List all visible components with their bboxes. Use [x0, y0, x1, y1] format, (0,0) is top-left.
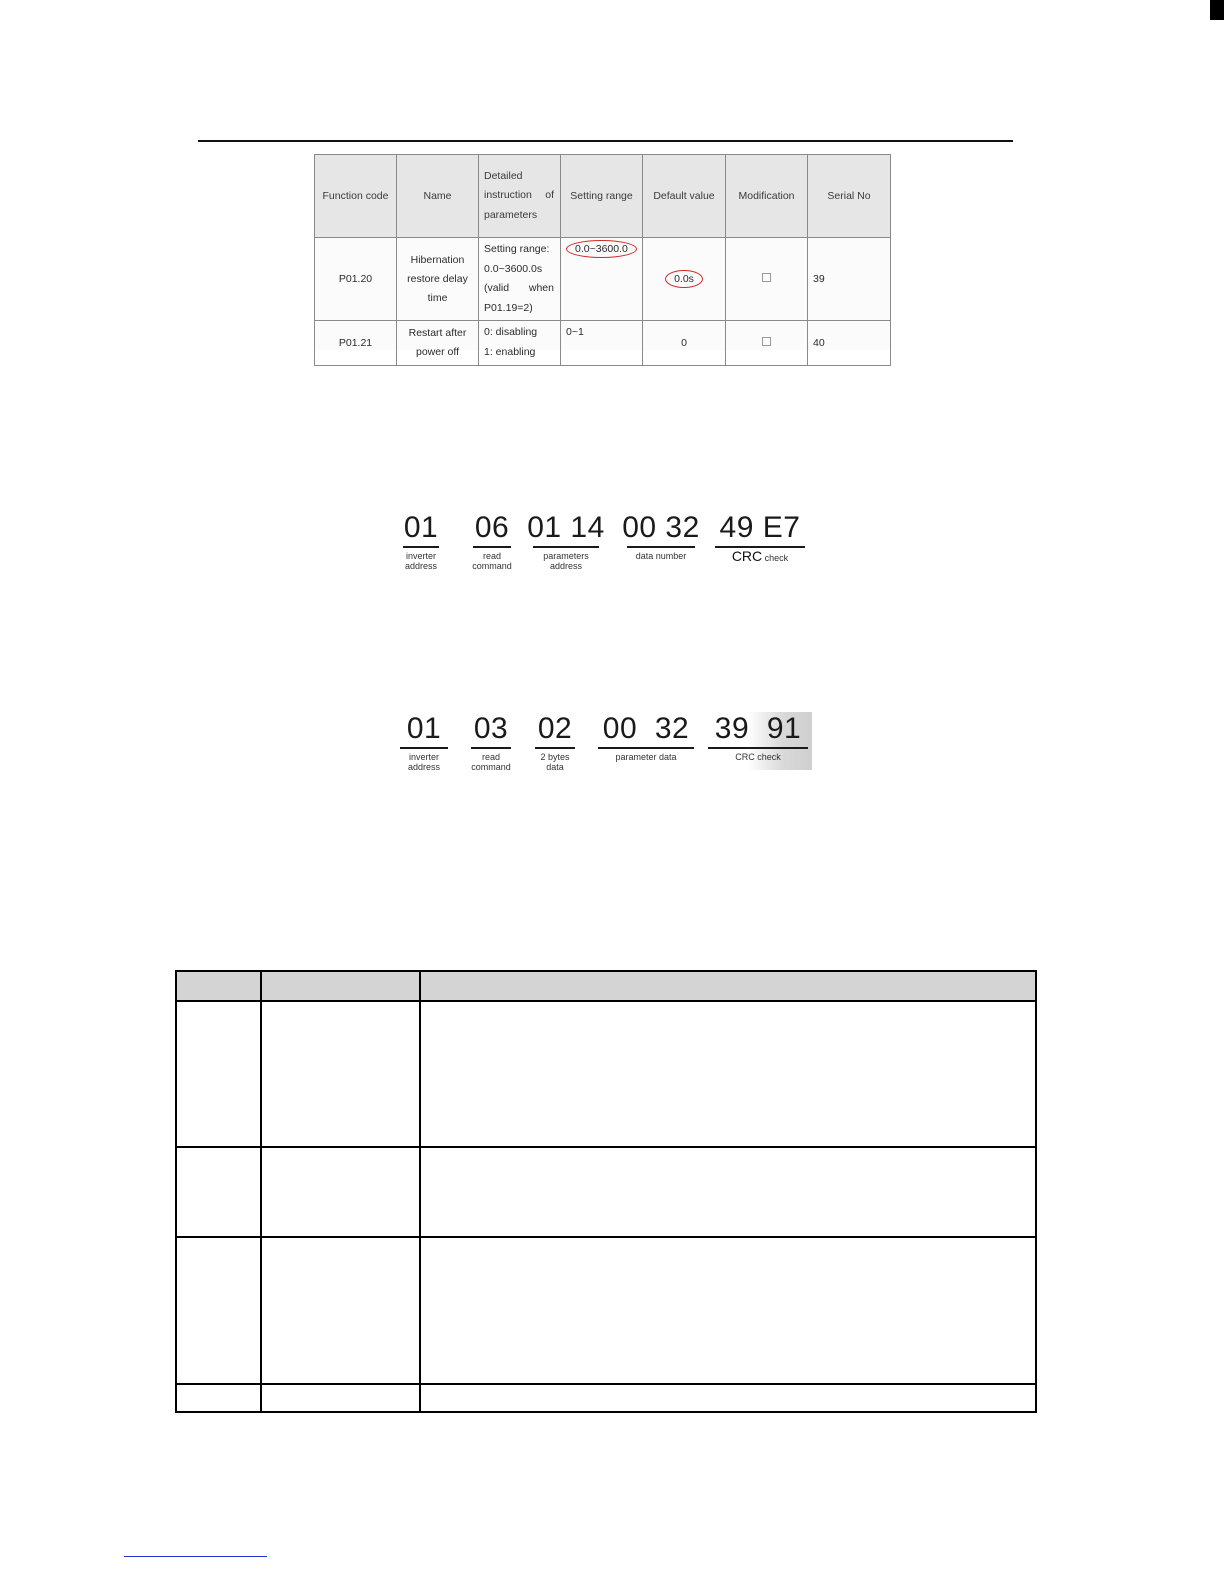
default-value-cell: 0 [643, 321, 726, 366]
frame-field-data-number [618, 512, 704, 561]
detail-line: 0.0~3600.0s [484, 262, 543, 275]
setting-range-cell: 0~1 [561, 321, 643, 366]
frame-underline [708, 747, 808, 749]
caption-line: data number [635, 551, 687, 561]
frame-caption [398, 752, 450, 772]
header-setting-range: Setting range [561, 155, 643, 238]
detail-line: Setting range: [484, 243, 550, 255]
table-row [315, 321, 891, 366]
frame-caption [398, 551, 444, 571]
frame-caption [466, 752, 516, 772]
frame-field-inverter-address [398, 713, 450, 772]
caption-line: parameters [543, 551, 589, 561]
table-cell [261, 1237, 420, 1384]
page-corner-mark [1210, 0, 1224, 20]
table-cell [176, 1237, 261, 1384]
function-code-cell: P01.21 [315, 321, 397, 366]
frame-caption [618, 551, 704, 561]
frame-caption [524, 551, 608, 571]
table-cell [261, 1384, 420, 1412]
frame-underline [403, 546, 439, 548]
frame-hex-value: 00 32 [622, 511, 700, 544]
table-row [176, 1237, 1036, 1384]
frame-caption [532, 752, 578, 772]
modification-cell [726, 238, 808, 321]
table-row [315, 238, 891, 321]
header-cell [420, 971, 1036, 1001]
header-detailed-instruction: Detailed instruction of parameters [479, 155, 561, 238]
frame-field-crc [712, 512, 808, 563]
caption-line: command [472, 561, 512, 571]
frame-field-parameter-data [596, 713, 696, 762]
setting-range-cell [561, 238, 643, 321]
caption-check: check [764, 553, 789, 563]
footer-link-underline [124, 1556, 267, 1557]
table-row [176, 1001, 1036, 1147]
detail-cell [479, 238, 561, 321]
table-row [176, 1384, 1036, 1412]
frame-hex-value: 01 [403, 511, 439, 544]
frame-hex-value: 03 [473, 712, 509, 745]
frame-hex-value: 49 E7 [719, 511, 801, 544]
table-row [176, 1147, 1036, 1236]
caption-line: inverter [408, 752, 439, 762]
default-value: 0.0s [665, 270, 703, 288]
table-cell [176, 1001, 261, 1147]
frame-hex-value: 00 32 [602, 712, 690, 745]
frame-field-parameters-address [524, 512, 608, 571]
frame-hex-value: 01 [406, 712, 442, 745]
modification-cell [726, 321, 808, 366]
header-cell [261, 971, 420, 1001]
frame-field-byte-count [532, 713, 578, 772]
caption-line: parameter data [615, 752, 677, 762]
detail-line: 0: disabling [484, 326, 538, 338]
frame-underline [535, 747, 575, 749]
header-serial-no: Serial No [808, 155, 891, 238]
header-rule [198, 140, 1013, 142]
header-name: Name [397, 155, 479, 238]
frame-underline [533, 546, 599, 548]
modification-mark-icon [762, 337, 771, 346]
parameter-table [314, 154, 891, 366]
caption-crc: CRC [731, 548, 763, 564]
frame-hex-value: 39 91 [714, 712, 802, 745]
function-code-cell: P01.20 [315, 238, 397, 321]
caption-line: read [482, 551, 501, 561]
frame-hex-value: 06 [474, 511, 510, 544]
table-cell [176, 1384, 261, 1412]
modification-mark-icon [762, 273, 771, 282]
caption-line: command [471, 762, 511, 772]
default-value-cell [643, 238, 726, 321]
caption-line: address [549, 561, 583, 571]
frame-field-crc [706, 713, 810, 762]
frame-caption [596, 752, 696, 762]
description-table [175, 970, 1037, 1413]
table-cell [420, 1384, 1036, 1412]
detail-line: P01.19=2) [484, 301, 533, 314]
caption-line: read [481, 752, 500, 762]
caption-line: address [407, 762, 441, 772]
caption-line: 2 bytes [540, 752, 570, 762]
parameter-table-header [315, 155, 891, 238]
detail-cell [479, 321, 561, 366]
frame-underline [627, 546, 695, 548]
parameter-table-image [314, 154, 890, 358]
table-cell [176, 1147, 261, 1236]
frame-hex-value: 02 [537, 712, 573, 745]
detail-line: (valid when [484, 282, 554, 294]
caption-line: inverter [405, 551, 436, 561]
name-cell: Restart after power off [397, 321, 479, 366]
frame-underline [400, 747, 448, 749]
frame-underline [471, 747, 511, 749]
frame-field-inverter-address [398, 512, 444, 571]
caption-line: address [404, 561, 438, 571]
frame-hex-value: 01 14 [527, 511, 605, 544]
header-function-code: Function code [315, 155, 397, 238]
table-cell [261, 1147, 420, 1236]
frame-underline [598, 747, 694, 749]
table-cell [420, 1001, 1036, 1147]
table-cell [420, 1147, 1036, 1236]
frame-field-command [466, 713, 516, 772]
header-default-value: Default value [643, 155, 726, 238]
setting-range-value: 0.0~3600.0 [566, 240, 637, 258]
caption-line: CRC check [735, 752, 781, 762]
description-table-header [176, 971, 1036, 1001]
frame-underline [473, 546, 511, 548]
table-cell [261, 1001, 420, 1147]
frame-caption [468, 551, 516, 571]
frame-field-command [468, 512, 516, 571]
detail-line: 1: enabling [484, 345, 536, 358]
table-cell [420, 1237, 1036, 1384]
name-cell: Hibernation restore delay time [397, 238, 479, 321]
frame-caption [706, 752, 810, 762]
serial-no-cell: 40 [808, 321, 891, 366]
header-modification: Modification [726, 155, 808, 238]
serial-no-cell: 39 [808, 238, 891, 321]
header-cell [176, 971, 261, 1001]
frame-caption [712, 548, 808, 564]
caption-line: data [546, 762, 564, 772]
